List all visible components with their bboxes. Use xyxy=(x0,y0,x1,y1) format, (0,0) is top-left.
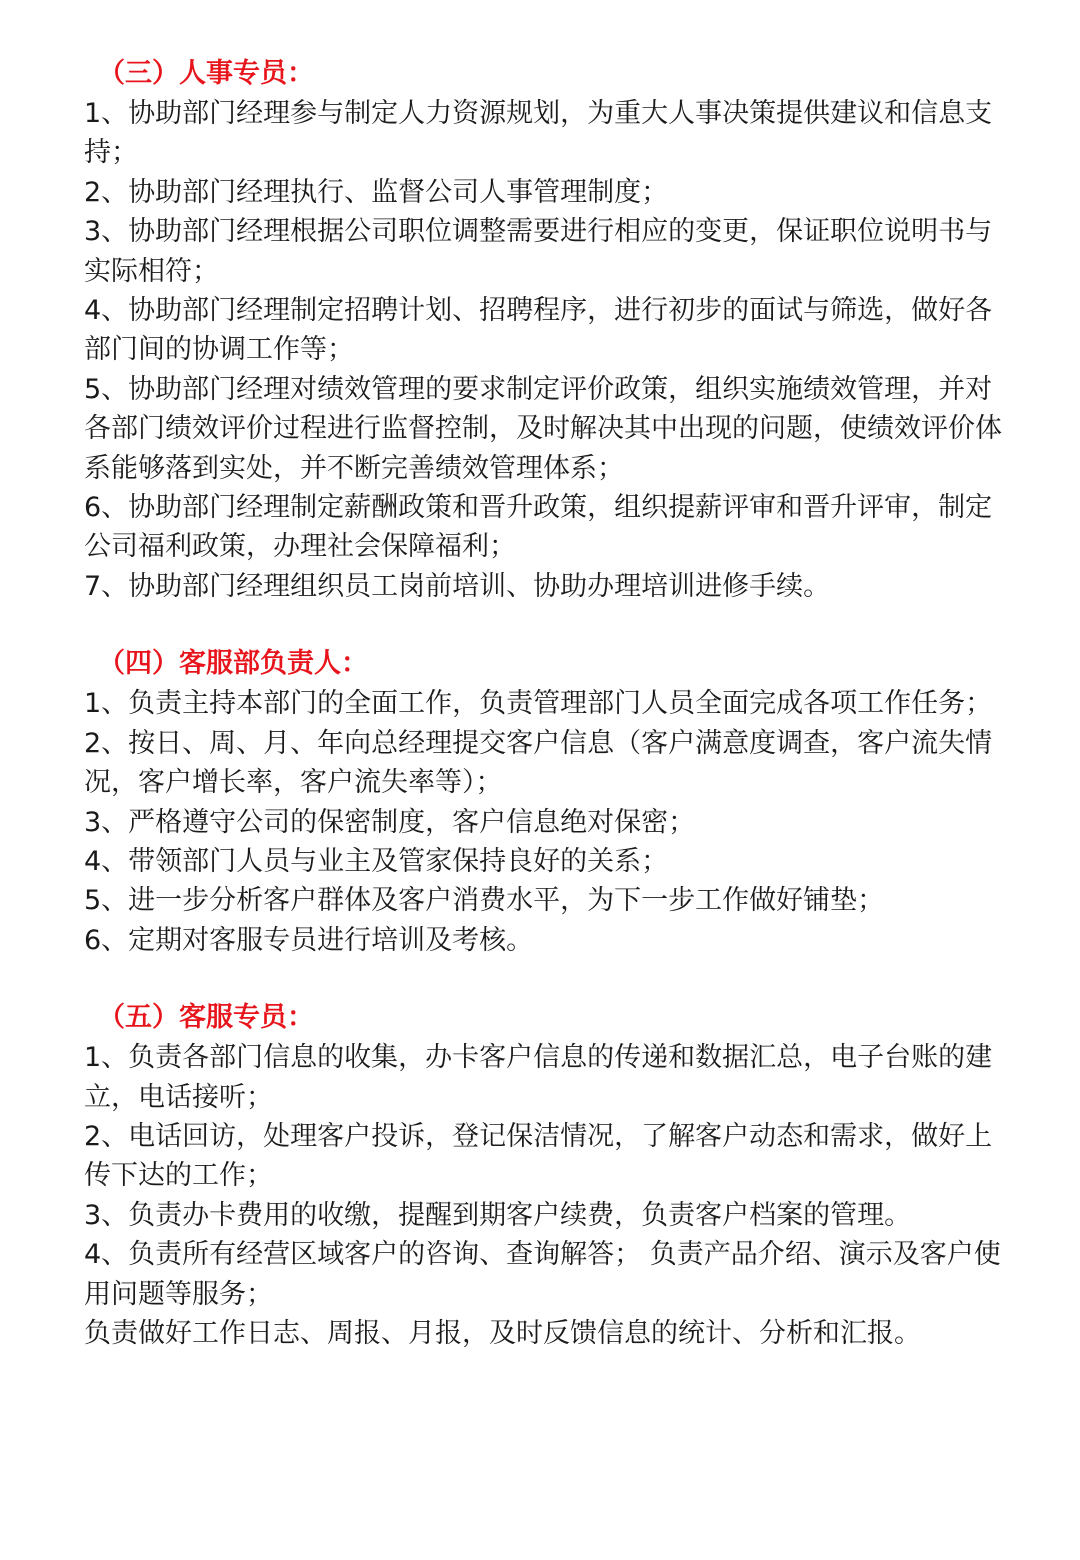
list-item: 1、负责主持本部门的全面工作，负责管理部门人员全面完成各项工作任务； xyxy=(84,688,993,720)
list-item: 1、负责各部门信息的收集，办卡客户信息的传递和数据汇总，电子台账的建立，电话接听； xyxy=(84,1042,993,1113)
document-page xyxy=(84,54,1014,1353)
section-heading: （三）人事专员： xyxy=(98,58,314,89)
list-item: 2、协助部门经理执行、监督公司人事管理制度； xyxy=(84,176,669,208)
list-item: 1、协助部门经理参与制定人力资源规划，为重大人事决策提供建议和信息支持； xyxy=(84,98,993,169)
list-item: 5、协助部门经理对绩效管理的要求制定评价政策，组织实施绩效管理，并对各部门绩效评价过程进行监督控制，及时解决其中出现的问题，使绩效评价体系能够落到实处，并不断完善绩效管理体系； xyxy=(84,373,1002,484)
list-item: 5、进一步分析客户群体及客户消费水平，为下一步工作做好铺垫； xyxy=(84,885,885,917)
list-item: 4、协助部门经理制定招聘计划、招聘程序，进行初步的面试与筛选，做好各部门间的协调工作等； xyxy=(84,295,993,366)
list-item: 3、严格遵守公司的保密制度，客户信息绝对保密； xyxy=(84,806,696,838)
list-item: 6、协助部门经理制定薪酬政策和晋升政策，组织提薪评审和晋升评审，制定公司福利政策，办理社会保障福利； xyxy=(84,492,993,563)
section-customer-service-head xyxy=(84,644,1014,960)
list-item: 4、负责所有经营区域客户的咨询、查询解答； 负责产品介绍、演示及客户使用问题等服务； xyxy=(84,1239,1001,1310)
list-item: 6、定期对客服专员进行培训及考核。 xyxy=(84,924,534,956)
section-heading: （四）客服部负责人： xyxy=(98,648,368,680)
section-hr-specialist xyxy=(84,54,1014,606)
list-item: 3、负责办卡费用的收缴，提醒到期客户续费，负责客户档案的管理。 xyxy=(84,1199,912,1231)
list-item: 7、协助部门经理组织员工岗前培训、协助办理培训进修手续。 xyxy=(84,570,831,602)
section-customer-service-specialist xyxy=(84,998,1014,1353)
list-item: 负责做好工作日志、周报、月报，及时反馈信息的统计、分析和汇报。 xyxy=(84,1317,921,1349)
list-item: 3、协助部门经理根据公司职位调整需要进行相应的变更，保证职位说明书与实际相符； xyxy=(84,216,993,287)
list-item: 2、按日、周、月、年向总经理提交客户信息（客户满意度调查，客户流失情况，客户增长率，客户流失率等）； xyxy=(84,727,993,799)
section-heading: （五）客服专员： xyxy=(98,1002,314,1034)
list-item: 2、电话回访，处理客户投诉，登记保洁情况，了解客户动态和需求，做好上传下达的工作； xyxy=(84,1120,993,1192)
list-item: 4、带领部门人员与业主及管家保持良好的关系； xyxy=(84,845,669,877)
